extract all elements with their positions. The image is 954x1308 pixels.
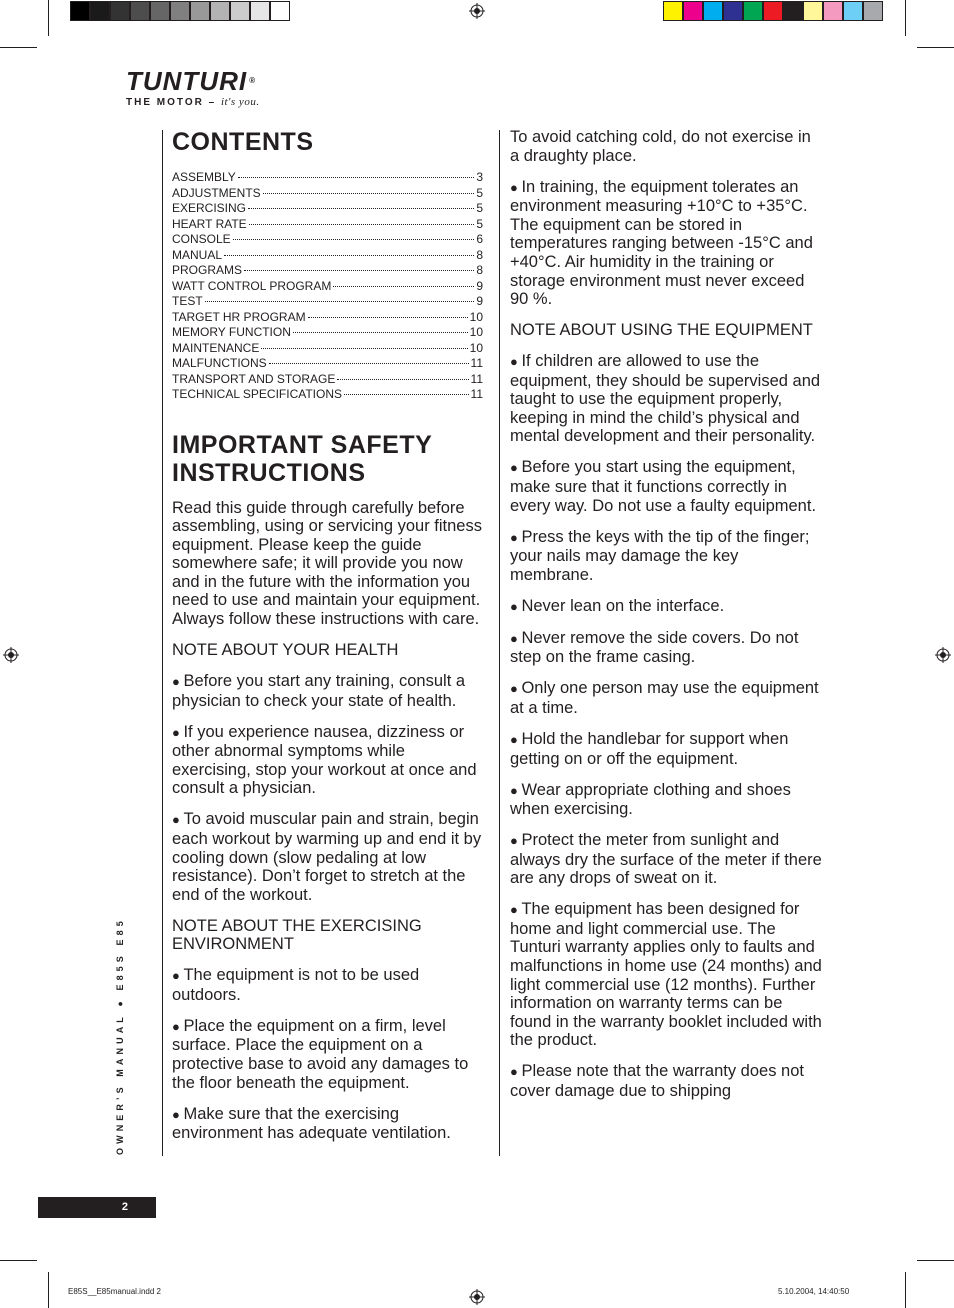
toc-leader [224,255,474,256]
color-swatch [210,1,230,21]
logo-brand: TUNTURI [126,66,248,96]
tunturi-logo [126,68,260,108]
crop-mark [905,1272,906,1308]
usage-item: ● Never lean on the interface. [510,597,824,617]
color-swatch [170,1,190,21]
color-swatch [90,1,110,21]
toc-page: 10 [469,325,483,339]
logo-tagline: THE MOTOR – [126,97,217,108]
health-heading: NOTE ABOUT YOUR HEALTH [172,641,399,660]
color-swatch [803,1,823,21]
cmyk-color-bar [663,1,883,21]
crop-mark [0,1260,37,1261]
toc-leader [261,348,467,349]
toc-page: 3 [476,170,483,184]
right-column [510,128,824,1113]
toc-label: EXERCISING [172,201,247,215]
toc-label: PROGRAMS [172,263,243,277]
toc-entry [172,263,483,279]
toc-entry [172,341,483,357]
crop-mark [905,0,906,36]
environment-item: ● The equipment is not to be used outdoors. [172,966,483,1004]
environment-heading: NOTE ABOUT THE EXERCISING ENVIRONMENT [172,916,422,954]
color-swatch [823,1,843,21]
health-item: ● Before you start any training, consult a physician to check your state of health. [172,672,483,710]
toc-entry [172,170,483,186]
toc-label: ADJUSTMENTS [172,185,261,200]
usage-item: ● Before you start using the equipment, make sure that it functions correctly in every way. Do not use a faulty equipment. [510,458,824,515]
toc-label: WATT CONTROL PROGRAM [172,278,332,293]
toc-entry [172,186,483,202]
usage-item: ● Wear appropriate clothing and shoes when exercising. [510,781,824,819]
toc-leader [293,332,468,333]
color-swatch [703,1,723,21]
logo-tagline-script: it's you. [220,96,260,108]
usage-item: ● Hold the handlebar for support when getting on or off the equipment. [510,730,824,768]
environment-item: ● In training, the equipment tolerates an environment measuring +10°C to +35°C. The equipment can be stored in temperatures ranging between -15°C and +40°C. Air humidity in the training or storage environment must never exceed 90 %. [510,178,824,309]
middle-column-rule [499,130,500,1156]
color-swatch [763,1,783,21]
toc-page: 9 [476,294,483,308]
toc-leader [249,224,475,225]
toc-leader [269,363,469,364]
crop-mark [0,47,37,48]
toc-entry [172,232,483,248]
toc-label: CONSOLE [172,232,231,246]
color-swatch [683,1,703,21]
toc-leader [205,301,475,302]
toc-entry [172,356,483,372]
toc-page: 11 [470,387,483,401]
side-manual-label: OWNER’S MANUAL ● E85S E85 [115,917,125,1155]
color-swatch [663,1,683,21]
toc-leader [333,286,474,287]
safety-intro: Read this guide through carefully before assembling, using or servicing your fitness equipment. Please keep the guide somewhere safe; it will provide you now and in the future with the information you need to use and maintain your equipment. Always follow these instructions with care. [172,498,482,629]
registration-mark-icon [3,647,19,663]
left-column-rule [162,130,163,1156]
toc-entry [172,279,483,295]
toc-page: 8 [476,247,483,262]
toc-page: 10 [469,340,483,355]
color-swatch [110,1,130,21]
toc-leader [238,177,475,178]
safety-heading-line1: IMPORTANT SAFETY [172,430,433,459]
color-swatch [70,1,90,21]
color-swatch [250,1,270,21]
safety-heading [172,431,483,487]
toc-leader [263,193,475,194]
toc-page: 5 [476,185,483,200]
environment-item: To avoid catching cold, do not exercise in a draughty place. [510,128,811,165]
crop-mark [48,1272,49,1308]
toc-label: TARGET HR PROGRAM [172,309,306,324]
crop-mark [917,47,954,48]
color-swatch [843,1,863,21]
toc-page: 8 [476,263,483,277]
usage-item: ● If children are allowed to use the equipment, they should be supervised and taught to use the equipment properly, keeping in mind the child’s physical and mental development and their personality. [510,352,824,446]
color-swatch [743,1,763,21]
toc-label: ASSEMBLY [172,170,236,184]
toc-leader [344,394,469,395]
grayscale-color-bar [70,1,290,21]
toc-entry [172,248,483,264]
toc-label: TRANSPORT AND STORAGE [172,371,336,386]
toc-page: 5 [476,216,483,231]
usage-item: ● Only one person may use the equipment at a time. [510,679,824,717]
registration-mark-icon [469,3,485,19]
crop-mark [48,0,49,36]
registration-mark-icon [935,647,951,663]
logo-registered: ® [249,76,256,85]
color-swatch [230,1,250,21]
toc-page: 6 [476,232,483,246]
toc-leader [233,239,475,240]
toc-page: 11 [470,356,483,370]
color-swatch [130,1,150,21]
table-of-contents [172,170,483,403]
toc-entry [172,201,483,217]
usage-item: ● Never remove the side covers. Do not step on the frame casing. [510,629,824,667]
toc-entry [172,294,483,310]
usage-item: ● Protect the meter from sunlight and always dry the surface of the meter if there are any drops of sweat on it. [510,831,824,888]
toc-leader [308,317,468,318]
toc-page: 11 [470,371,483,386]
crop-mark [917,1260,954,1261]
toc-page: 9 [476,278,483,293]
registration-mark-icon [469,1289,485,1305]
footer-date: 5.10.2004, 14:40:50 [778,1287,850,1296]
footer-file-name: E85S__E85manual.indd 2 [68,1287,161,1296]
contents-heading: CONTENTS [172,128,314,156]
toc-label: MALFUNCTIONS [172,356,267,370]
health-item: ● If you experience nausea, dizziness or other abnormal symptoms while exercising, stop your workout at once and consult a physician. [172,723,483,798]
safety-heading-line2: INSTRUCTIONS [172,458,366,487]
page-number: 2 [38,1197,156,1218]
toc-label: HEART RATE [172,216,247,231]
left-column [172,128,483,1155]
toc-label: TEST [172,294,203,308]
usage-heading: NOTE ABOUT USING THE EQUIPMENT [510,321,813,340]
color-swatch [783,1,803,21]
environment-item: ● Place the equipment on a firm, level surface. Place the equipment on a protective base to avoid any damages to the floor beneath the equipment. [172,1017,483,1092]
toc-page: 10 [469,309,483,324]
toc-entry [172,217,483,233]
usage-item: ● Press the keys with the tip of the finger; your nails may damage the key membrane. [510,528,824,585]
toc-entry [172,387,483,403]
toc-label: TECHNICAL SPECIFICATIONS [172,387,343,401]
color-swatch [150,1,170,21]
toc-entry [172,310,483,326]
toc-label: MEMORY FUNCTION [172,325,291,339]
color-swatch [190,1,210,21]
toc-page: 5 [476,201,483,215]
usage-item: ● The equipment has been designed for home and light commercial use. The Tunturi warranty applies only to faults and malfunctions in home use (24 months) and light commercial use (12 months). Further information on warranty terms can be found in the warranty booklet included with the product. [510,900,824,1050]
toc-entry [172,325,483,341]
toc-label: MANUAL [172,247,223,262]
health-item: ● To avoid muscular pain and strain, begin each workout by warming up and end it by cooling down (slow pedaling at low resistance). Don’t forget to stretch at the end of the workout. [172,810,483,904]
color-swatch [270,1,290,21]
toc-leader [244,270,474,271]
environment-item: ● Make sure that the exercising environment has adequate ventilation. [172,1105,483,1143]
color-swatch [863,1,883,21]
toc-leader [337,379,468,380]
color-swatch [723,1,743,21]
usage-item: ● Please note that the warranty does not cover damage due to shipping [510,1062,824,1100]
toc-leader [248,208,474,209]
toc-label: MAINTENANCE [172,340,260,355]
toc-entry [172,372,483,388]
